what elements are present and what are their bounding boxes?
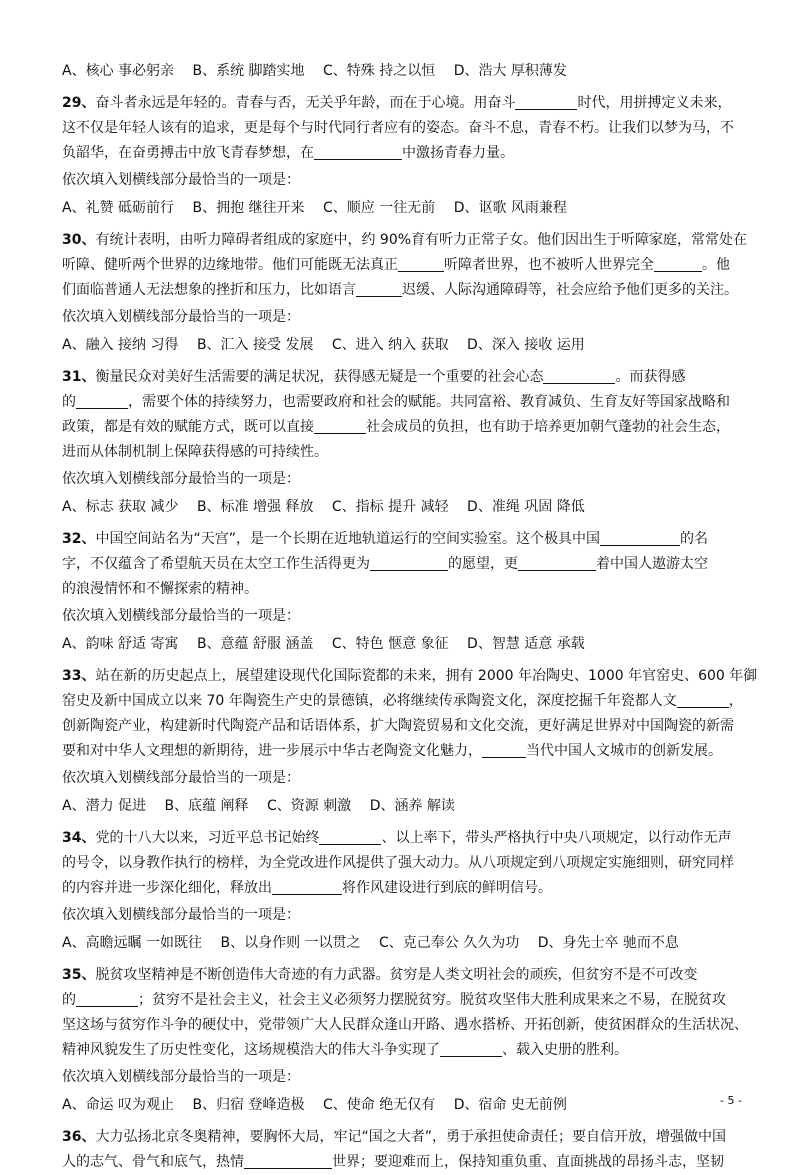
question-30: 30、有统计表明，由听力障碍者组成的家庭中，约 90%育有听力正常子女。他们因出生于听障家庭，常常处在 听障、健听两个世界的边缘地带。他们可能既无法真正 听障者世界，也不被听人世界完全 。他 们面临普通人无法想象的挫折和压力，比如语言 迟缓、人际沟通障碍等，社会应给予他们更多的关注。 依次填入划横线部分最恰当的一项是： A、融入 接纳 习得 B、汇入 接受 发展 C、进入 纳入 获取 D、深入 接收 运用 bbox=[62, 228, 742, 358]
q28-option-d[interactable]: D、浩大 厚积薄发 bbox=[453, 63, 567, 79]
answer-blank bbox=[356, 282, 402, 297]
options-row bbox=[62, 333, 742, 358]
option-d[interactable]: D、深入 接收 运用 bbox=[467, 337, 585, 353]
option-a[interactable]: A、命运 叹为观止 bbox=[62, 1097, 175, 1113]
answer-blank bbox=[370, 556, 448, 571]
option-a[interactable]: A、韵味 舒适 寄寓 bbox=[62, 636, 179, 652]
option-c[interactable]: C、进入 纳入 获取 bbox=[331, 337, 449, 353]
answer-blank bbox=[398, 257, 444, 272]
option-b[interactable]: B、标准 增强 释放 bbox=[196, 499, 314, 515]
options-row bbox=[62, 495, 742, 520]
options-row bbox=[62, 931, 742, 956]
question-number: 29、 bbox=[62, 95, 96, 111]
option-c[interactable]: C、特色 惬意 象征 bbox=[331, 636, 449, 652]
answer-blank bbox=[515, 95, 577, 110]
option-a[interactable]: A、融入 接纳 习得 bbox=[62, 337, 179, 353]
q28-option-c[interactable]: C、特殊 持之以恒 bbox=[323, 63, 436, 79]
question-number: 32、 bbox=[62, 531, 96, 547]
question-number: 30、 bbox=[62, 232, 96, 248]
answer-prompt: 依次填入划横线部分最恰当的一项是： bbox=[62, 907, 300, 923]
option-c[interactable]: C、资源 刺激 bbox=[267, 798, 352, 814]
option-c[interactable]: C、使命 绝无仅有 bbox=[323, 1097, 436, 1113]
answer-blank bbox=[654, 257, 702, 272]
option-b[interactable]: B、拥抱 继往开来 bbox=[192, 200, 305, 216]
answer-prompt: 依次填入划横线部分最恰当的一项是： bbox=[62, 309, 300, 325]
answer-prompt: 依次填入划横线部分最恰当的一项是： bbox=[62, 770, 300, 786]
q28-options bbox=[62, 59, 742, 84]
option-d[interactable]: D、身先士卒 驰而不息 bbox=[537, 935, 679, 951]
question-33: 33、站在新的历史起点上，展望建设现代化国际瓷都的未来，拥有 2000 年冶陶史、1000 年官窑史、600 年御 窑史及新中国成立以来 70 年陶瓷生产史的景德镇，必将继续传承陶瓷文化，深度挖掘千年瓷都人文 ， 创新陶瓷产业，构建新时代陶瓷产品和话语体系，扩大陶瓷贸易和文化交流，更好满足世界对中国陶瓷的新需 要和对中华人文理想的新期待，进一步展示中华古老陶瓷文化魅力， 当代中国人文城市的创新发展。 依次填入划横线部分最恰当的一项是： A、潜力 促进 B、底蕴 阐释 C、资源 刺激 D、涵养 解读 bbox=[62, 664, 742, 819]
option-a[interactable]: A、标志 获取 减少 bbox=[62, 499, 179, 515]
question-31: 31、衡量民众对美好生活需要的满足状况，获得感无疑是一个重要的社会心态 。而获得感 的 ，需要个体的持续努力，也需要政府和社会的赋能。共同富裕、教育减负、生育友好等国家战略和 政策，都是有效的赋能方式，既可以直接 社会成员的负担，也有助于培养更加朝气蓬勃的社会生态， 进而从体制机制上保障获得感的可持续性。 依次填入划横线部分最恰当的一项是： A、标志 获取 减少 B、标准 增强 释放 C、指标 提升 减轻 D、准绳 巩固 降低 bbox=[62, 365, 742, 520]
answer-blank bbox=[543, 369, 615, 384]
answer-blank bbox=[518, 556, 596, 571]
option-a[interactable]: A、潜力 促进 bbox=[62, 798, 147, 814]
question-number: 36、 bbox=[62, 1129, 96, 1145]
answer-blank bbox=[440, 1042, 502, 1057]
answer-prompt: 依次填入划横线部分最恰当的一项是： bbox=[62, 1069, 300, 1085]
answer-blank bbox=[600, 531, 680, 546]
answer-prompt: 依次填入划横线部分最恰当的一项是： bbox=[62, 471, 300, 487]
answer-blank bbox=[319, 830, 381, 845]
answer-blank bbox=[314, 419, 366, 434]
answer-blank bbox=[482, 743, 526, 758]
option-d[interactable]: D、讴歌 风雨兼程 bbox=[453, 200, 567, 216]
q28-option-b[interactable]: B、系统 脚踏实地 bbox=[192, 63, 305, 79]
option-b[interactable]: B、以身作则 一以贯之 bbox=[220, 935, 361, 951]
answer-blank bbox=[677, 693, 729, 708]
question-32: 32、中国空间站名为“天宫”，是一个长期在近地轨道运行的空间实验室。这个极具中国 的名 字，不仅蕴含了希望航天员在太空工作生活得更为 的愿望，更 着中国人遨游太空 的浪漫情怀和不懈探索的精神。 依次填入划横线部分最恰当的一项是： A、韵味 舒适 寄寓 B、意蕴 舒服 涵盖 C、特色 惬意 象征 D、智慧 适意 承载 bbox=[62, 527, 742, 657]
option-b[interactable]: B、底蕴 阐释 bbox=[164, 798, 249, 814]
question-35: 35、脱贫攻坚精神是不断创造伟大奇迹的有力武器。贫穷是人类文明社会的顽疾，但贫穷不是不可改变 的 ；贫穷不是社会主义，社会主义必须努力摆脱贫穷。脱贫攻坚伟大胜利成果来之不易，在脱贫攻 坚这场与贫穷作斗争的硬仗中，党带领广大人民群众逢山开路、遇水搭桥、开拓创新，使贫困群众的生活状况、 精神风貌发生了历史性变化，这场规模浩大的伟大斗争实现了 、载入史册的胜利。 依次填入划横线部分最恰当的一项是： A、命运 叹为观止 B、归宿 登峰造极 C、使命 绝无仅有 D、宿命 史无前例 bbox=[62, 963, 742, 1118]
answer-blank bbox=[76, 992, 138, 1007]
options-row bbox=[62, 196, 742, 221]
answer-prompt: 依次填入划横线部分最恰当的一项是： bbox=[62, 608, 300, 624]
options-row bbox=[62, 1093, 742, 1118]
option-d[interactable]: D、准绳 巩固 降低 bbox=[467, 499, 585, 515]
question-number: 34、 bbox=[62, 830, 96, 846]
option-b[interactable]: B、汇入 接受 发展 bbox=[196, 337, 314, 353]
option-b[interactable]: B、意蕴 舒服 涵盖 bbox=[196, 636, 314, 652]
question-number: 31、 bbox=[62, 369, 96, 385]
options-row bbox=[62, 632, 742, 657]
answer-prompt: 依次填入划横线部分最恰当的一项是： bbox=[62, 172, 300, 188]
question-number: 33、 bbox=[62, 668, 96, 684]
option-c[interactable]: C、顺应 一往无前 bbox=[323, 200, 436, 216]
question-number: 35、 bbox=[62, 967, 96, 983]
answer-blank bbox=[76, 394, 128, 409]
question-36: 36、大力弘扬北京冬奥精神，要胸怀大局，牢记“国之大者”，勇于承担使命责任；要自信开放，增强做中国 人的志气、骨气和底气，热情 世界；要迎难而上，保持知重负重、直面挑战的昂扬斗志，坚韧 bbox=[62, 1129, 726, 1170]
options-row bbox=[62, 794, 742, 819]
option-a[interactable]: A、高瞻远瞩 一如既往 bbox=[62, 935, 203, 951]
option-a[interactable]: A、礼赞 砥砺前行 bbox=[62, 200, 175, 216]
option-c[interactable]: C、指标 提升 减轻 bbox=[331, 499, 449, 515]
option-d[interactable]: D、智慧 适意 承载 bbox=[467, 636, 585, 652]
answer-blank bbox=[244, 1154, 332, 1169]
option-d[interactable]: D、宿命 史无前例 bbox=[453, 1097, 567, 1113]
page-number: - 5 - bbox=[720, 1094, 742, 1107]
answer-blank bbox=[272, 880, 342, 895]
question-34: 34、党的十八大以来，习近平总书记始终 、以上率下，带头严格执行中央八项规定，以行动作无声 的号令，以身教作执行的榜样，为全党改进作风提供了强大动力。从八项规定到八项规定实施细则，研究同样 的内容并进一步深化细化，释放出 将作风建设进行到底的鲜明信号。 依次填入划横线部分最恰当的一项是： A、高瞻远瞩 一如既往 B、以身作则 一以贯之 C、克己奉公 久久为功 D、身先士卒 驰而不息 bbox=[62, 826, 742, 956]
option-b[interactable]: B、归宿 登峰造极 bbox=[192, 1097, 305, 1113]
document-page bbox=[62, 56, 758, 1175]
option-c[interactable]: C、克己奉公 久久为功 bbox=[379, 935, 520, 951]
option-d[interactable]: D、涵养 解读 bbox=[369, 798, 455, 814]
answer-blank bbox=[314, 145, 402, 160]
question-29: 29、奋斗者永远是年轻的。青春与否，无关乎年龄，而在于心境。用奋斗 时代，用拼搏定义未来， 这不仅是年轻人该有的追求，更是每个与时代同行者应有的姿态。奋斗不息，青春不朽。让我们以梦为马，不 负韶华，在奋勇搏击中放飞青春梦想，在 中激扬青春力量。 依次填入划横线部分最恰当的一项是： A、礼赞 砥砺前行 B、拥抱 继往开来 C、顺应 一往无前 D、讴歌 风雨兼程 bbox=[62, 91, 742, 221]
q28-option-a[interactable]: A、核心 事必躬亲 bbox=[62, 63, 175, 79]
